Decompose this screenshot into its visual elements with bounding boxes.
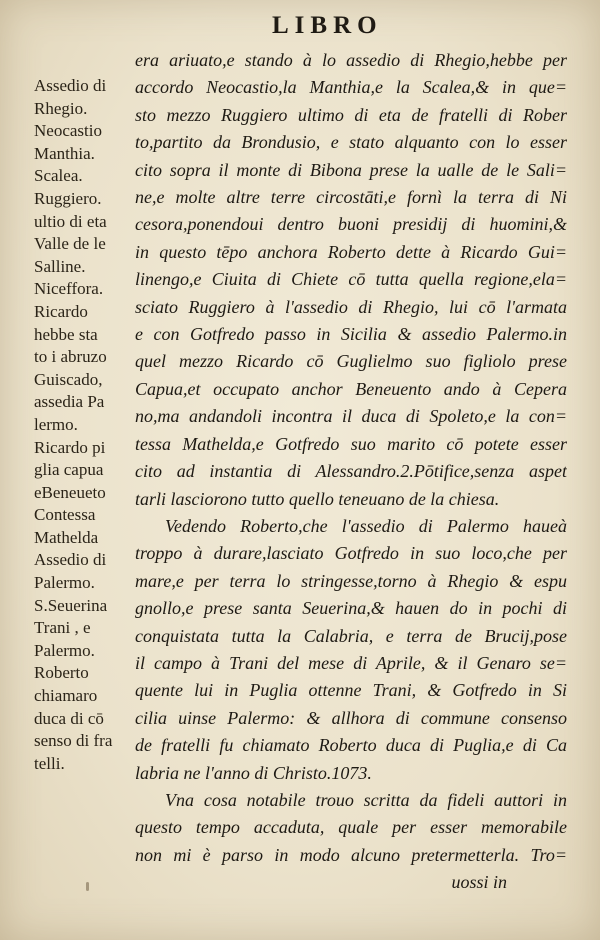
margin-note: Manthia.	[34, 143, 95, 163]
margin-note: Ricardo pi	[34, 437, 106, 457]
text-line: questo tempo accaduta, quale per esser memorabile	[135, 817, 567, 838]
text-line: linengo,e Ciuita di Chiete cō tutta quella regione,ela=	[135, 269, 567, 290]
text-line: sciato Ruggiero à l'assedio di Rhegio, lui cō l'armata	[135, 296, 567, 317]
text-line: non mi è parso in modo alcuno pretermetterla. Tro=	[135, 844, 567, 865]
text-line: tessa Mathelda,e Gotfredo suo marito cō potete esser	[135, 433, 567, 454]
margin-note: assedia Pa	[34, 392, 105, 412]
text-line: cito sopra il monte di Bibona prese la ualle de le Sali=	[135, 159, 567, 180]
margin-note: eBeneueto	[34, 482, 106, 502]
text-line: no,ma andandoli incontra il duca di Spoleto,e la con=	[135, 406, 567, 427]
margin-note: Guiscado,	[34, 369, 103, 389]
margin-note: Assedio di	[34, 76, 107, 95]
margin-note: Mathelda	[34, 527, 99, 547]
margin-note: Valle de le	[34, 234, 106, 254]
margin-note: Assedio di	[34, 550, 107, 570]
text-line: quel mezzo Ricardo cō Guglielmo suo figliolo prese	[135, 351, 567, 372]
text-line: era ariuato,e stando à lo assedio di Rhegio,hebbe per	[135, 50, 567, 70]
text-line: accordo Neocastio,la Manthia,e la Scalea,& in que=	[135, 77, 567, 98]
margin-note: duca di cō	[34, 708, 104, 728]
text-line: ne,e molte altre terre circostāti,e fornì la terra di Ni	[135, 187, 567, 208]
body-text	[135, 47, 567, 897]
text-line: uossi in	[451, 872, 507, 893]
ink-speck	[86, 882, 89, 891]
text-line: quente lui in Puglia ottenne Trani, & Gotfredo in Si	[135, 680, 567, 701]
text-line: conquistata tutta la Calabria, e terra de Brucij,pose	[135, 625, 567, 646]
margin-note: Neocastio	[34, 121, 102, 141]
text-line: to,partito da Brondusio, e stato alquanto con lo esser	[135, 132, 567, 153]
margin-note: Ricardo	[34, 301, 88, 321]
margin-note: lermo.	[34, 414, 78, 434]
text-line: e con Gotfredo passo in Sicilia & assedio Palermo.in	[135, 324, 567, 345]
margin-note: Ruggiero.	[34, 188, 102, 208]
text-line: sto mezzo Ruggiero ultimo di eta de fratelli di Rober	[135, 104, 567, 125]
text-line: in questo tēpo anchora Roberto dette à Ricardo Gui=	[135, 241, 567, 262]
margin-note: hebbe sta	[34, 324, 98, 344]
margin-note: Contessa	[34, 505, 96, 525]
text-line: tarli lasciorono tutto quello teneuano de la chiesa.	[135, 488, 500, 509]
margin-note: Palermo.	[34, 640, 95, 660]
margin-note: glia capua	[34, 460, 104, 480]
margin-note: to i abruzo	[34, 347, 107, 367]
text-line: Capua,et occupato anchor Beneuento ando à Cepera	[135, 378, 567, 399]
text-line: gnollo,e prese santa Seuerina,& hauen do in pochi di	[135, 598, 567, 619]
text-line: troppo à durare,lasciato Gotfredo in suo loco,che per	[135, 543, 567, 564]
text-line: labria ne l'anno di Christo.1073.	[135, 762, 372, 783]
margin-note: senso di fra	[34, 731, 113, 751]
margin-note: Scalea.	[34, 166, 83, 186]
text-line: cesora,ponendoui dentro buoni presidij di huomini,&	[135, 214, 567, 235]
margin-notes	[34, 75, 132, 775]
margin-note: Palermo.	[34, 573, 95, 593]
text-line: Vedendo Roberto,che l'assedio di Palermo haueà	[165, 515, 567, 536]
text-line: de fratelli fu chiamato Roberto duca di Puglia,e di Ca	[135, 735, 567, 756]
margin-note: chiamaro	[34, 686, 98, 706]
margin-note: Trani , e	[34, 618, 91, 638]
running-header: LIBRO	[272, 12, 383, 39]
margin-note: Salline.	[34, 256, 86, 276]
text-line: mare,e per terra lo stringesse,torno à Rhegio & espu	[135, 570, 567, 591]
margin-note: telli.	[34, 753, 65, 773]
margin-note: Niceffora.	[34, 279, 104, 299]
text-line: cilia uinse Palermo: & allhora di commune consenso	[135, 707, 567, 728]
text-line: Vna cosa notabile trouo scritta da fideli auttori in	[165, 789, 567, 810]
margin-note: S.Seuerina	[34, 595, 108, 615]
margin-note: Roberto	[34, 663, 89, 683]
text-line: cito ad instantia di Alessandro.2.Pōtifice,senza aspet	[135, 461, 567, 482]
text-line: il campo à Trani del mese di Aprile, & il Genaro se=	[135, 652, 567, 673]
margin-note: Rhegio.	[34, 98, 88, 118]
margin-note: ultio di eta	[34, 211, 107, 231]
